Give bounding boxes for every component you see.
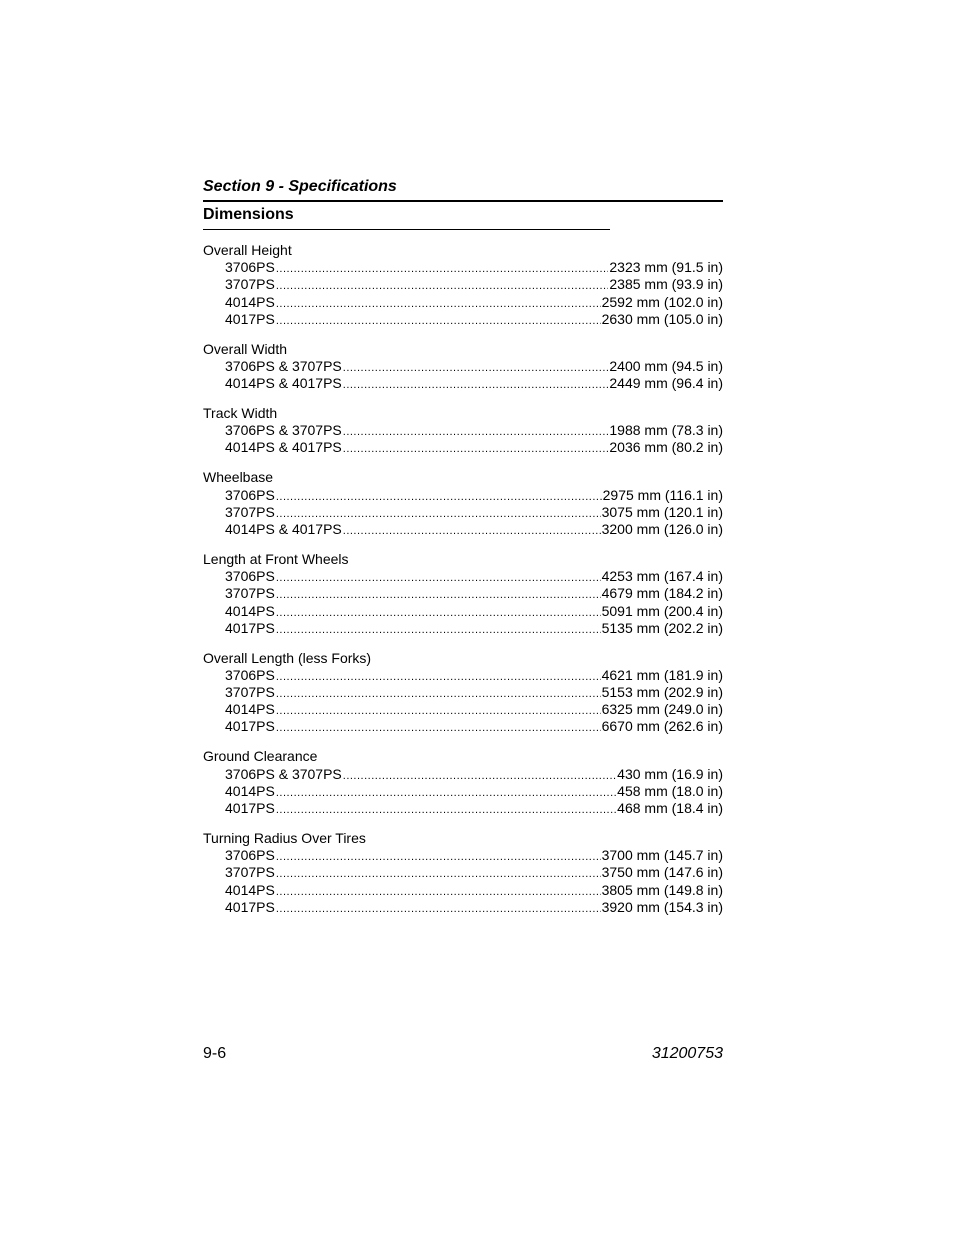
dot-leader bbox=[276, 686, 601, 703]
spec-row bbox=[203, 375, 723, 392]
dot-leader bbox=[276, 278, 609, 295]
spec-model: 4014PS & 4017PS bbox=[225, 375, 342, 392]
spec-model: 3707PS bbox=[225, 585, 275, 602]
spec-value: 2449 mm (96.4 in) bbox=[609, 375, 723, 392]
spec-model: 4014PS bbox=[225, 293, 275, 310]
spec-value: 5091 mm (200.4 in) bbox=[601, 602, 723, 619]
spec-group-title: Overall Height bbox=[203, 242, 292, 258]
dot-leader bbox=[276, 261, 609, 278]
spec-row bbox=[203, 276, 723, 293]
spec-value: 2400 mm (94.5 in) bbox=[609, 357, 723, 374]
spec-value: 4253 mm (167.4 in) bbox=[601, 568, 723, 585]
dot-leader bbox=[276, 866, 601, 883]
spec-group-title: Overall Length (less Forks) bbox=[203, 649, 372, 666]
spec-group-title: Wheelbase bbox=[203, 469, 274, 486]
dot-leader bbox=[343, 441, 609, 458]
spec-model: 4014PS bbox=[225, 602, 275, 619]
spec-row bbox=[203, 701, 723, 718]
spec-row bbox=[203, 899, 723, 916]
spec-group-title: Length at Front Wheels bbox=[203, 551, 349, 567]
dot-leader bbox=[276, 489, 602, 506]
spec-value: 3700 mm (145.7 in) bbox=[601, 847, 723, 864]
dot-leader bbox=[276, 785, 616, 802]
spec-model: 3706PS & 3707PS bbox=[225, 357, 342, 374]
spec-row bbox=[203, 294, 723, 311]
spec-row bbox=[203, 358, 723, 375]
spec-value: 4621 mm (181.9 in) bbox=[601, 666, 723, 683]
spec-model: 3706PS bbox=[225, 847, 275, 864]
spec-model: 3706PS bbox=[225, 666, 275, 683]
spec-value: 3920 mm (154.3 in) bbox=[601, 898, 723, 915]
dot-leader bbox=[276, 570, 601, 587]
spec-row bbox=[203, 311, 723, 328]
spec-model: 4017PS bbox=[225, 619, 275, 636]
spec-group-turning-radius bbox=[203, 830, 723, 916]
document-number: 31200753 bbox=[651, 1045, 723, 1062]
dot-leader bbox=[343, 424, 609, 441]
spec-row bbox=[203, 684, 723, 701]
spec-group-overall-width bbox=[203, 341, 723, 393]
spec-model: 4014PS & 4017PS bbox=[225, 439, 342, 456]
spec-value: 430 mm (16.9 in) bbox=[617, 765, 723, 782]
spec-row bbox=[203, 521, 723, 538]
spec-value: 3200 mm (126.0 in) bbox=[601, 521, 723, 538]
page-number: 9-6 bbox=[203, 1045, 227, 1062]
dot-leader bbox=[276, 802, 616, 819]
spec-value: 5153 mm (202.9 in) bbox=[601, 684, 723, 701]
spec-group-title: Track Width bbox=[203, 405, 278, 422]
dot-leader bbox=[276, 720, 601, 737]
dot-leader bbox=[276, 703, 601, 720]
spec-row bbox=[203, 783, 723, 800]
spec-model: 4014PS bbox=[225, 881, 275, 898]
dot-leader bbox=[343, 523, 601, 540]
spec-value: 5135 mm (202.2 in) bbox=[601, 619, 723, 636]
spec-value: 6325 mm (249.0 in) bbox=[601, 701, 723, 718]
dot-leader bbox=[343, 768, 616, 785]
spec-model: 4017PS bbox=[225, 310, 275, 327]
dot-leader bbox=[276, 901, 601, 918]
dot-leader bbox=[343, 377, 609, 394]
subsection-title: Dimensions bbox=[203, 204, 610, 230]
spec-row bbox=[203, 439, 723, 456]
spec-row bbox=[203, 585, 723, 602]
spec-model: 4014PS & 4017PS bbox=[225, 521, 342, 538]
spec-group-length-at-front-wheels bbox=[203, 551, 723, 637]
spec-group-title: Turning Radius Over Tires bbox=[203, 830, 366, 847]
spec-row bbox=[203, 864, 723, 881]
spec-row bbox=[203, 718, 723, 735]
spec-row bbox=[203, 504, 723, 521]
dot-leader bbox=[276, 313, 601, 330]
spec-row bbox=[203, 847, 723, 864]
spec-value: 6670 mm (262.6 in) bbox=[601, 718, 723, 735]
spec-row bbox=[203, 568, 723, 585]
spec-row bbox=[203, 667, 723, 684]
spec-model: 3706PS bbox=[225, 486, 275, 503]
spec-group-title: Ground Clearance bbox=[203, 748, 318, 765]
spec-row bbox=[203, 882, 723, 899]
spec-value: 4679 mm (184.2 in) bbox=[601, 585, 723, 602]
spec-model: 4017PS bbox=[225, 800, 275, 817]
spec-model: 4017PS bbox=[225, 718, 275, 735]
spec-row bbox=[203, 603, 723, 620]
dot-leader bbox=[276, 849, 601, 866]
specifications-list bbox=[203, 242, 723, 929]
spec-model: 4014PS bbox=[225, 701, 275, 718]
spec-model: 3707PS bbox=[225, 684, 275, 701]
spec-group-ground-clearance bbox=[203, 748, 723, 817]
spec-value: 1988 mm (78.3 in) bbox=[609, 422, 723, 439]
spec-model: 4014PS bbox=[225, 782, 275, 799]
spec-value: 2592 mm (102.0 in) bbox=[601, 293, 723, 310]
spec-value: 2036 mm (80.2 in) bbox=[609, 439, 723, 456]
spec-row bbox=[203, 766, 723, 783]
spec-value: 458 mm (18.0 in) bbox=[617, 782, 723, 799]
dot-leader bbox=[343, 360, 609, 377]
spec-value: 3805 mm (149.8 in) bbox=[601, 881, 723, 898]
dot-leader bbox=[276, 587, 601, 604]
spec-model: 3706PS & 3707PS bbox=[225, 422, 342, 439]
section-title: Section 9 - Specifications bbox=[203, 176, 723, 202]
spec-row bbox=[203, 800, 723, 817]
spec-model: 3707PS bbox=[225, 276, 275, 293]
spec-value: 2630 mm (105.0 in) bbox=[601, 310, 723, 327]
spec-model: 3706PS bbox=[225, 259, 275, 276]
spec-group-title: Overall Width bbox=[203, 340, 288, 357]
dot-leader bbox=[276, 605, 601, 622]
spec-value: 2975 mm (116.1 in) bbox=[602, 486, 723, 503]
spec-row bbox=[203, 422, 723, 439]
spec-row bbox=[203, 487, 723, 504]
dot-leader bbox=[276, 296, 601, 313]
spec-value: 468 mm (18.4 in) bbox=[617, 800, 723, 817]
dot-leader bbox=[276, 884, 601, 901]
spec-model: 3707PS bbox=[225, 864, 275, 881]
dot-leader bbox=[276, 622, 601, 639]
spec-model: 3707PS bbox=[225, 503, 275, 520]
spec-group-track-width bbox=[203, 405, 723, 457]
spec-model: 4017PS bbox=[225, 898, 275, 915]
spec-value: 3075 mm (120.1 in) bbox=[601, 503, 723, 520]
spec-group-overall-height bbox=[203, 242, 723, 328]
spec-model: 3706PS & 3707PS bbox=[225, 765, 342, 782]
spec-value: 2323 mm (91.5 in) bbox=[609, 259, 723, 276]
spec-model: 3706PS bbox=[225, 568, 275, 585]
dot-leader bbox=[276, 669, 601, 686]
spec-row bbox=[203, 259, 723, 276]
spec-row bbox=[203, 620, 723, 637]
spec-group-wheelbase bbox=[203, 469, 723, 538]
spec-group-overall-length bbox=[203, 650, 723, 736]
spec-value: 3750 mm (147.6 in) bbox=[601, 864, 723, 881]
spec-value: 2385 mm (93.9 in) bbox=[609, 276, 723, 293]
